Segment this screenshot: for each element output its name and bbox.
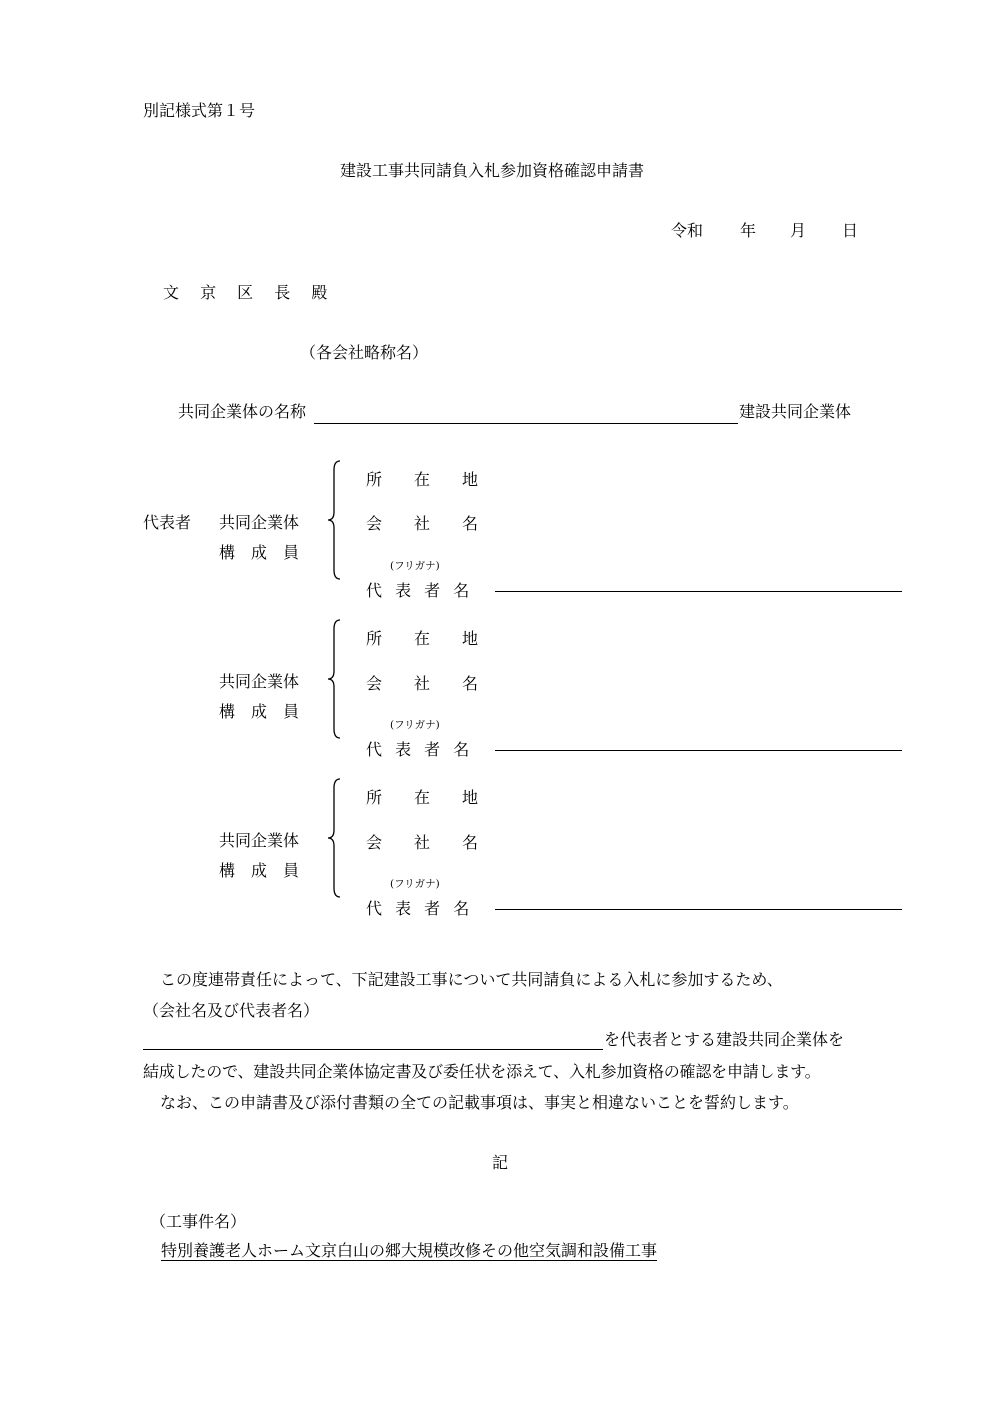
representative-label: 代表者 bbox=[143, 513, 192, 532]
member-3-rep-label: 代 表 者 名 bbox=[366, 899, 474, 918]
date-year: 年 bbox=[740, 221, 757, 240]
member-1-company-label: 会 社 名 bbox=[366, 514, 479, 533]
form-number: 別記様式第１号 bbox=[143, 101, 256, 120]
member-3-rep-line bbox=[495, 909, 902, 910]
body-line-4: 結成したので、建設共同企業体協定書及び委任状を添えて、入札参加資格の確認を申請します。 bbox=[143, 1062, 821, 1081]
document-title: 建設工事共同請負入札参加資格確認申請書 bbox=[340, 161, 645, 180]
member-2-rep-label: 代 表 者 名 bbox=[366, 740, 474, 759]
body-line-5: なお、この申請書及び添付書類の全ての記載事項は、事実と相違ないことを誓約します。 bbox=[160, 1093, 799, 1112]
project-name: 特別養護老人ホーム文京白山の郷大規模改修その他空気調和設備工事 bbox=[161, 1241, 658, 1260]
date-era: 令和 bbox=[671, 221, 704, 240]
member-1-rep-label: 代 表 者 名 bbox=[366, 581, 474, 600]
member-2-role2: 構 成 員 bbox=[219, 702, 300, 721]
member-3-furigana: (フリガナ) bbox=[390, 878, 440, 890]
ki-label: 記 bbox=[492, 1153, 509, 1172]
member-2-role: 共同企業体 bbox=[219, 672, 300, 691]
member-1-furigana: (フリガナ) bbox=[390, 560, 440, 572]
representative-name-line bbox=[143, 1049, 603, 1050]
member-3-company-label: 会 社 名 bbox=[366, 833, 479, 852]
member-1-address-label: 所 在 地 bbox=[366, 470, 479, 489]
member-1-rep-line bbox=[495, 591, 902, 592]
body-line-3-suffix: を代表者とする建設共同企業体を bbox=[604, 1030, 845, 1049]
body-line-1: この度連帯責任によって、下記建設工事について共同請負による入札に参加するため、 bbox=[160, 970, 783, 989]
member-3-address-label: 所 在 地 bbox=[366, 788, 479, 807]
date-month: 月 bbox=[790, 221, 807, 240]
member-1-brace bbox=[326, 460, 342, 580]
date-day: 日 bbox=[842, 221, 859, 240]
abbrev-label: （各会社略称名） bbox=[300, 343, 429, 362]
jv-name-label: 共同企業体の名称 bbox=[178, 402, 307, 421]
member-2-furigana: (フリガナ) bbox=[390, 719, 440, 731]
member-2-rep-line bbox=[495, 750, 902, 751]
member-3-brace bbox=[326, 778, 342, 898]
member-1-role2: 構 成 員 bbox=[219, 543, 300, 562]
jv-name-suffix: 建設共同企業体 bbox=[739, 402, 852, 421]
body-line-2: （会社名及び代表者名） bbox=[143, 1001, 320, 1020]
addressee: 文 京 区 長 殿 bbox=[163, 283, 336, 302]
member-2-address-label: 所 在 地 bbox=[366, 629, 479, 648]
member-2-brace bbox=[326, 619, 342, 739]
member-1-role: 共同企業体 bbox=[219, 513, 300, 532]
jv-name-line bbox=[314, 423, 738, 424]
member-3-role2: 構 成 員 bbox=[219, 861, 300, 880]
project-label: （工事件名） bbox=[150, 1212, 247, 1231]
member-3-role: 共同企業体 bbox=[219, 831, 300, 850]
member-2-company-label: 会 社 名 bbox=[366, 674, 479, 693]
